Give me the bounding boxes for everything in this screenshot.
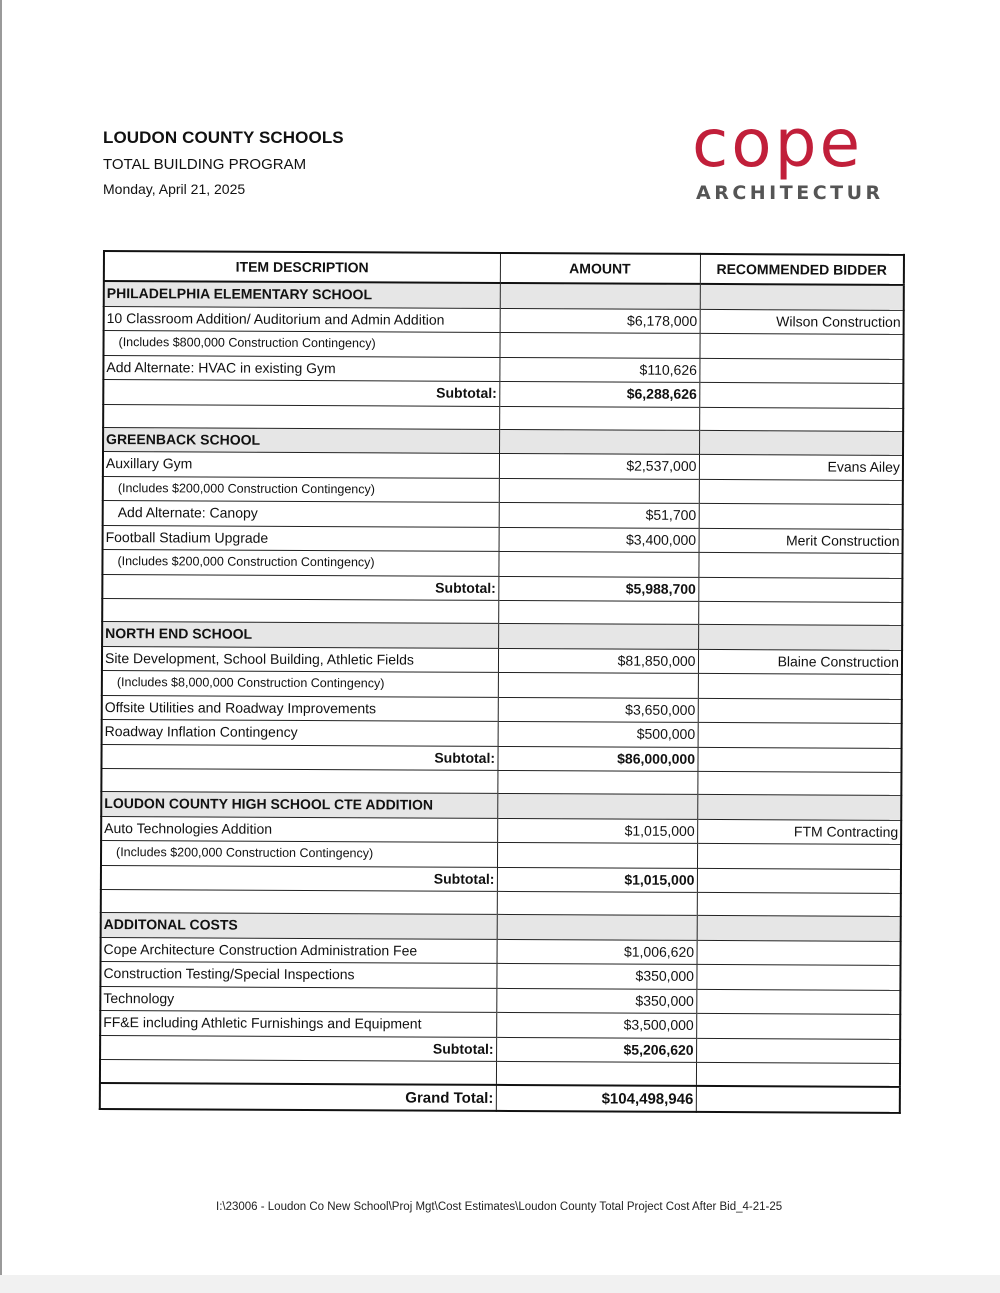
item-description: Technology [100,986,496,1012]
item-description: Site Development, School Building, Athletic Fields [102,646,498,672]
item-amount: $350,000 [496,988,696,1013]
item-description: Auto Technologies Addition [101,816,497,842]
section-row-lchs-cte [101,791,901,819]
item-description: Offsite Utilities and Roadway Improvements [102,695,498,721]
table-header-row [104,251,904,285]
item-description: 10 Classroom Addition/ Auditorium and Admin Addition [104,306,500,332]
cope-architecture-logo [692,105,907,204]
section-row-greenback [103,427,903,455]
item-amount: $6,178,000 [500,308,700,333]
item-note: (Includes $200,000 Construction Contingency) [103,476,499,502]
logo-wordmark: cope [692,105,864,182]
table-row [103,501,903,529]
item-bidder: Blaine Construction [698,649,902,674]
item-amount: $3,500,000 [496,1012,696,1037]
item-amount: $1,006,620 [497,939,697,964]
table-row [103,525,903,553]
table-row [100,961,900,989]
table-row [103,355,903,383]
table-row [102,695,902,723]
grand-total-row [100,1083,900,1113]
scan-bottom-band [0,1275,1000,1293]
section-row-philadelphia [104,281,904,310]
subtotal-label: Subtotal: [101,865,497,891]
grand-total-label: Grand Total: [100,1083,496,1111]
section-name: PHILADELPHIA ELEMENTARY SCHOOL [104,281,500,308]
header-recommended-bidder: RECOMMENDED BIDDER [700,254,904,285]
subtotal-label: Subtotal: [102,574,498,600]
section-name: ADDITONAL COSTS [101,912,497,938]
table-row [101,937,901,965]
section-name: LOUDON COUNTY HIGH SCHOOL CTE ADDITION [101,791,497,817]
header-item-description: ITEM DESCRIPTION [104,251,500,283]
document-header [103,128,344,197]
cost-table-container [99,250,903,1114]
header-amount: AMOUNT [500,253,700,284]
item-amount: $81,850,000 [498,648,698,673]
table-row [101,840,901,868]
document-date: Monday, April 21, 2025 [103,181,246,197]
item-note: (Includes $200,000 Construction Contingency) [102,550,498,576]
grand-total-amount: $104,498,946 [496,1085,696,1112]
item-amount: $3,650,000 [498,697,698,722]
subtotal-label: Subtotal: [101,744,497,770]
subtotal-amount: $6,288,626 [499,381,699,406]
table-row [102,670,902,698]
section-name: GREENBACK SCHOOL [103,427,499,453]
page-edge [0,0,2,1275]
item-bidder: Evans Ailey [699,454,903,479]
item-note: (Includes $8,000,000 Construction Contingency) [102,670,498,696]
document-title: LOUDON COUNTY SCHOOLS [103,128,344,147]
subtotal-label: Subtotal: [103,380,499,406]
subtotal-amount: $1,015,000 [497,867,697,892]
item-bidder: Wilson Construction [700,309,904,334]
table-row [103,476,903,504]
item-description: FF&E including Athletic Furnishings and Equipment [100,1010,496,1036]
table-row [103,331,903,359]
table-row [104,306,904,334]
item-amount: $110,626 [499,357,699,382]
section-row-north-end [102,622,902,650]
item-amount: $1,015,000 [497,818,697,843]
subtotal-label: Subtotal: [100,1035,496,1061]
item-amount: $2,537,000 [499,453,699,478]
table-row [101,816,901,844]
item-amount: $350,000 [496,963,696,988]
item-description: Auxillary Gym [103,452,499,478]
item-amount: $3,400,000 [499,527,699,552]
subtotal-amount: $5,206,620 [496,1037,696,1062]
logo-subtext: ARCHITECTUR [696,182,884,204]
item-amount: $51,700 [499,502,699,527]
item-description: Add Alternate: Canopy [103,501,499,527]
item-description: Construction Testing/Special Inspections [100,961,496,987]
section-row-additional-costs [101,912,901,940]
table-row [102,646,902,674]
table-row [102,719,902,747]
item-bidder: FTM Contracting [697,819,901,844]
item-description: Cope Architecture Construction Administration Fee [101,937,497,963]
item-amount: $500,000 [498,721,698,746]
item-description: Football Stadium Upgrade [103,525,499,551]
item-description: Add Alternate: HVAC in existing Gym [103,355,499,381]
file-path-footer: I:\23006 - Loudon Co New School\Proj Mgt\Cost Estimates\Loudon County Total Project Cost After Bid_4-21-25 [216,1201,783,1213]
table-row [100,1010,900,1038]
item-description: Roadway Inflation Contingency [102,719,498,745]
item-bidder: Merit Construction [699,528,903,553]
subtotal-amount: $5,988,700 [498,576,698,601]
table-row [102,550,902,578]
subtotal-amount: $86,000,000 [497,746,697,771]
item-note: (Includes $800,000 Construction Contingency) [103,331,499,357]
item-note: (Includes $200,000 Construction Contingency) [101,840,497,866]
section-name: NORTH END SCHOOL [102,622,498,648]
cost-table [99,250,905,1114]
document-subtitle: TOTAL BUILDING PROGRAM [103,156,307,173]
